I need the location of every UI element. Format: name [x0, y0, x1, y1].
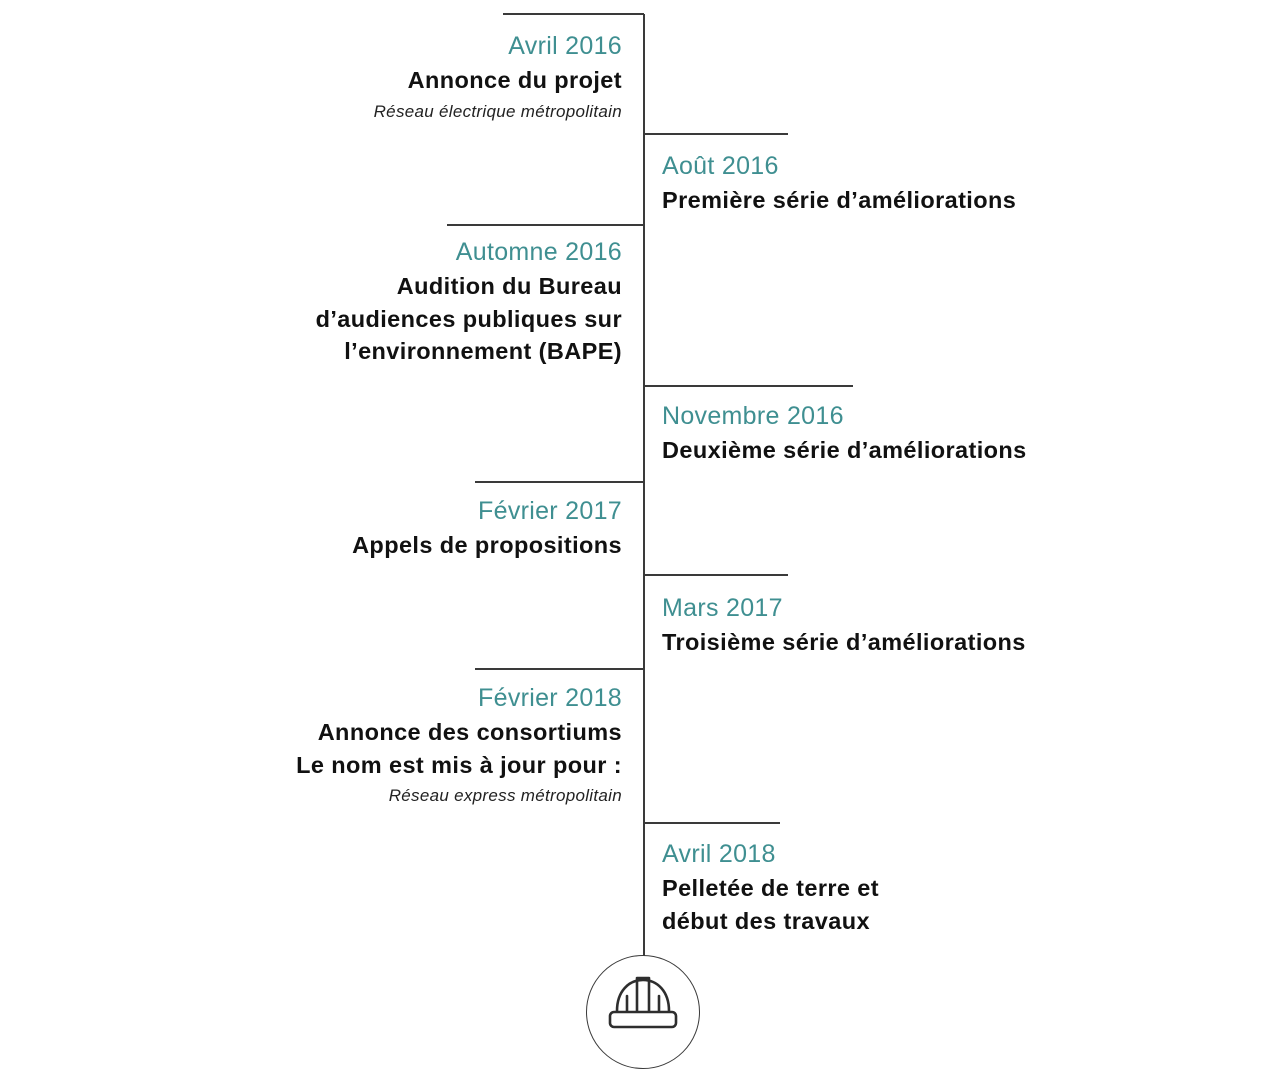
timeline-tick: [475, 481, 644, 483]
timeline-event: [662, 151, 1016, 217]
event-subtitle: Réseau express métropolitain: [388, 786, 622, 805]
event-date: Août 2016: [662, 152, 779, 180]
event-subtitle: Réseau électrique métropolitain: [373, 101, 622, 121]
timeline-event: [662, 839, 879, 937]
timeline-event: [296, 683, 622, 807]
timeline-tick: [503, 13, 644, 15]
event-date: Avril 2016: [508, 32, 622, 60]
event-date: Novembre 2016: [662, 402, 844, 430]
event-title: [662, 184, 1016, 217]
timeline-end-badge: [586, 955, 700, 1069]
event-title-line: début des travaux: [662, 907, 870, 934]
event-date: Mars 2017: [662, 594, 783, 622]
event-title-line: d’audiences publiques sur: [315, 305, 622, 332]
event-title-line: Audition du Bureau: [396, 273, 622, 299]
event-date: Février 2017: [478, 497, 622, 525]
timeline-event: [352, 496, 622, 562]
event-title-line: Première série d’améliorations: [662, 187, 1017, 213]
event-date: Février 2018: [478, 684, 622, 712]
event-title-line: Annonce du projet: [407, 67, 622, 93]
event-title: [662, 626, 1026, 659]
timeline-event: [374, 31, 622, 123]
timeline-tick: [643, 133, 788, 135]
hard-hat-icon: [587, 956, 701, 1070]
event-title-line: Troisième série d’améliorations: [662, 629, 1026, 655]
timeline-spine: [643, 14, 645, 956]
event-title: [374, 64, 622, 97]
event-title-line: Le nom est mis à jour pour :: [296, 751, 622, 778]
timeline-event: [662, 401, 1027, 467]
timeline-tick: [447, 224, 644, 226]
event-date: Automne 2016: [455, 238, 622, 266]
timeline-event: [316, 237, 622, 368]
event-title: [352, 529, 622, 562]
event-title: [316, 270, 622, 368]
timeline-tick: [643, 822, 780, 824]
event-title-line: Appels de propositions: [352, 532, 622, 558]
event-title-line: Pelletée de terre et: [662, 875, 879, 901]
event-title: [662, 872, 879, 937]
event-title: [296, 716, 622, 781]
timeline-event: [662, 593, 1026, 659]
timeline-tick: [475, 668, 644, 670]
timeline-tick: [643, 574, 788, 576]
event-title-line: Deuxième série d’améliorations: [662, 437, 1027, 463]
event-title-line: Annonce des consortiums: [317, 719, 622, 745]
event-title: [662, 434, 1027, 467]
event-title-line: l’environnement (BAPE): [344, 338, 622, 364]
timeline-tick: [643, 385, 853, 387]
event-date: Avril 2018: [662, 840, 776, 868]
